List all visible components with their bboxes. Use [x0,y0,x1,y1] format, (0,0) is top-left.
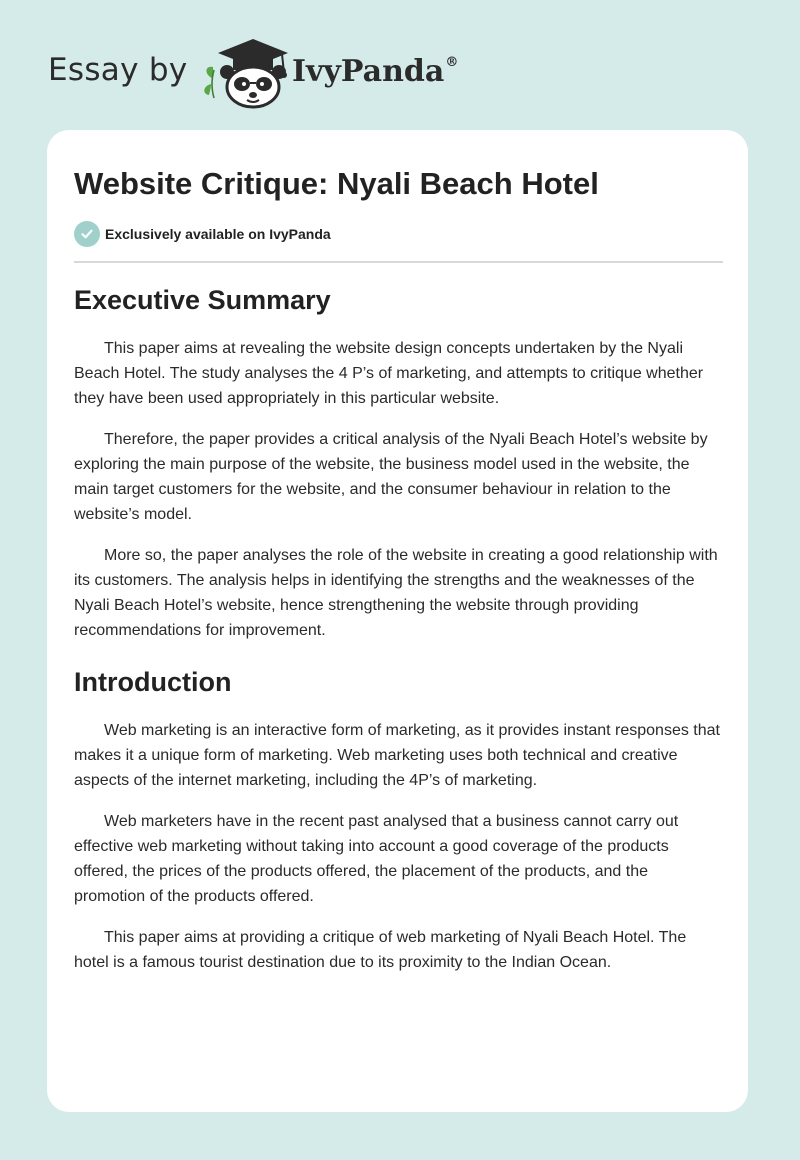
paragraph: This paper aims at revealing the website design concepts undertaken by the Nyali Beach Hotel. The study analyses the 4 P’s of marketing, and attempts to critique whether they have been used appropriately in this particular website. [74,340,704,407]
article-card [47,130,748,1112]
paragraph: Web marketing is an interactive form of marketing, as it provides instant responses that makes it a unique form of marketing. Web marketing uses both technical and creative aspects of the internet marketing, including the 4P’s of marketing. [74,722,720,789]
brand-name: IvyPanda [292,54,445,89]
paragraph: This paper aims at providing a critique of web marketing of Nyali Beach Hotel. The hotel is a famous tourist destination due to its proximity to the Indian Ocean. [74,929,687,971]
section-introduction [74,665,723,975]
article-body [74,283,723,991]
check-circle-icon [74,221,100,247]
badge-label: Exclusively available on IvyPanda [105,226,331,242]
title-divider [74,261,723,263]
exclusive-badge [74,221,331,247]
panda-graduate-icon[interactable] [202,34,288,110]
section-heading: Executive Summary [74,285,331,315]
essay-by-label: Essay by [48,52,188,88]
section-executive-summary [74,283,723,643]
brand-logo-text[interactable] [292,54,458,89]
registered-mark: ® [445,55,459,70]
site-header [48,32,748,112]
paragraph: Therefore, the paper provides a critical analysis of the Nyali Beach Hotel’s website by exploring the main purpose of the website, the business model used in the website, the main target customers for the website, and the consumer behaviour in relation to the website’s model. [74,431,708,523]
article-title: Website Critique: Nyali Beach Hotel [74,166,599,201]
paragraph: Web marketers have in the recent past analysed that a business cannot carry out effective web marketing without taking into account a good coverage of the products offered, the prices of the products offered, the placement of the products, and the promotion of the products offered. [74,813,679,905]
section-heading: Introduction [74,667,232,697]
paragraph: More so, the paper analyses the role of the website in creating a good relationship with its customers. The analysis helps in identifying the strengths and the weaknesses of the Nyali Beach Hotel’s website, hence strengthening the website through providing recommendations for improvement. [74,547,718,639]
